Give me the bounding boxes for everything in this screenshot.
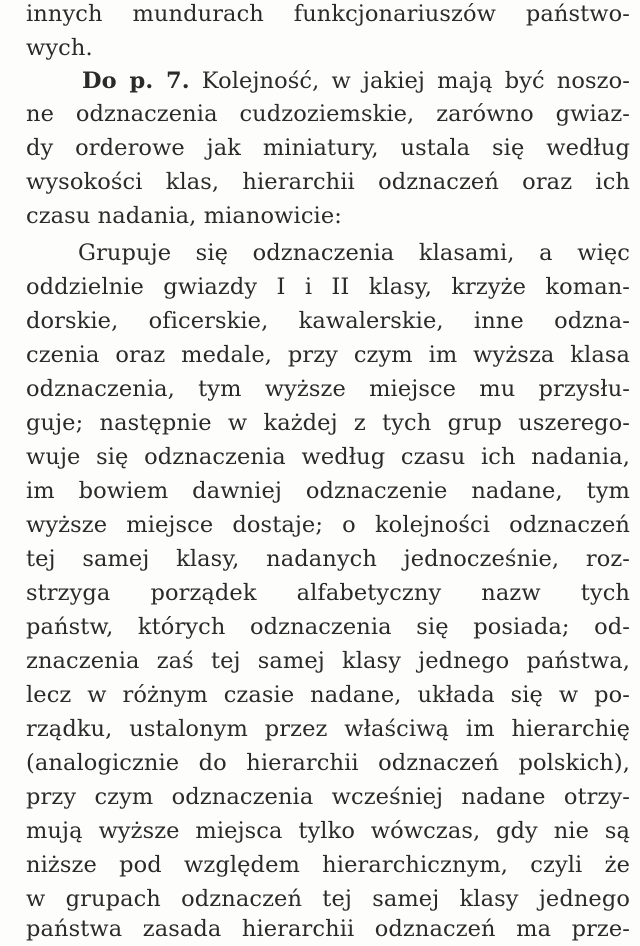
- text-line: przy czym odznaczenia wcześniej nadane otrzy-: [26, 784, 630, 810]
- text-line: tej samej klasy, nadanych jednocześnie, roz-: [26, 546, 630, 572]
- text-line: guje; następnie w każdej z tych grup uszerego-: [26, 410, 630, 436]
- text-line: strzyga porządek alfabetyczny nazw tych: [26, 580, 630, 606]
- text-line: wysokości klas, hierarchii odznaczeń oraz ich: [26, 169, 630, 195]
- paragraph-first-line: Grupuje się odznaczenia klasami, a więc: [78, 240, 630, 266]
- text-line: ne odznaczenia cudzoziemskie, zarówno gwiaz-: [26, 101, 630, 127]
- text-line: wyższe miejsce dostaje; o kolejności odznaczeń: [26, 512, 630, 538]
- section-heading-line: Do p. 7. Kolejność, w jakiej mają być nosz​o-: [82, 68, 630, 94]
- text-line: oddzielnie gwiazdy I i II klasy, krzyże koman-: [26, 274, 630, 300]
- text-line: lecz w różnym czasie nadane, układa się w po-: [26, 682, 630, 708]
- text-line: dy orderowe jak miniatury, ustala się według: [26, 135, 630, 161]
- text-line: im bowiem dawniej odznaczenie nadane, tym: [26, 478, 630, 504]
- text-line: czasu nadania, mianowicie:: [26, 203, 342, 229]
- text-line: dorskie, oficerskie, kawalerskie, inne odzna-: [26, 308, 630, 334]
- section-label: Do p. 7.: [82, 68, 190, 94]
- text-line: państw, których odznaczenia się posiada; od-: [26, 614, 630, 640]
- text-line: w grupach odznaczeń tej samej klasy jednego: [26, 886, 630, 912]
- text-line: wuje się odznaczenia według czasu ich nadania,: [26, 444, 630, 470]
- text-line: mują wyższe miejsca tylko wówczas, gdy nie są: [26, 818, 630, 844]
- text-line: czenia oraz medale, przy czym im wyższa klasa: [26, 342, 630, 368]
- text-line: wych.: [26, 35, 93, 61]
- text-line: odznaczenia, tym wyższe miejsce mu przysłu-: [26, 376, 630, 402]
- text-line: rządku, ustalonym przez właściwą im hierarchię: [26, 716, 630, 742]
- text-line: innych mundurach funkcjonariuszów państwo-: [26, 1, 630, 27]
- text-line: (analogicznie do hierarchii odznaczeń polskich),: [26, 750, 630, 776]
- text-line: niższe pod względem hierarchicznym, czyli że: [26, 852, 630, 878]
- text-line: państwa zasada hierarchii odznaczeń ma prze-: [26, 916, 630, 942]
- text-line: znaczenia zaś tej samej klasy jednego państwa,: [26, 648, 630, 674]
